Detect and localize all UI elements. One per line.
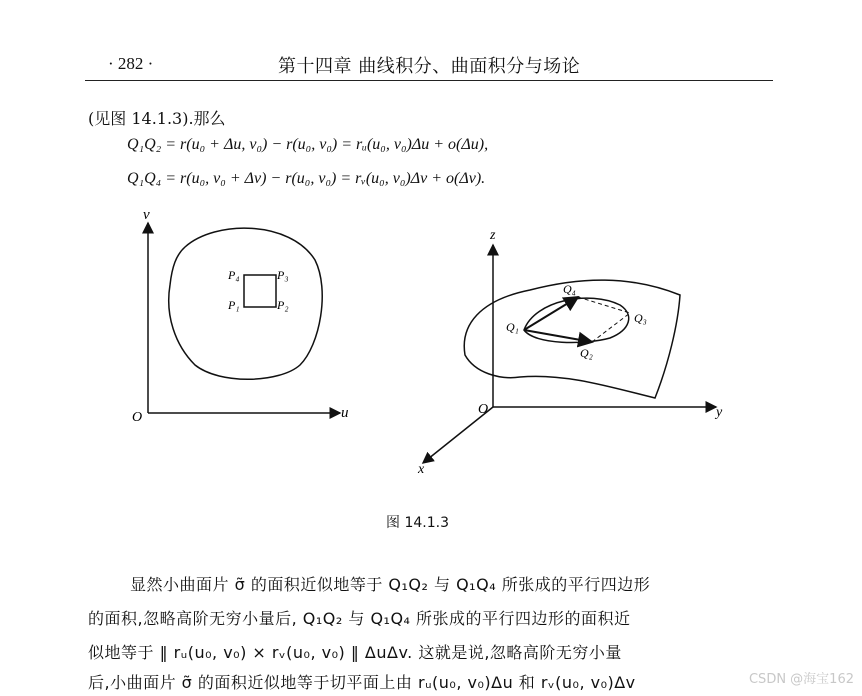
paragraph-line-3: 似地等于 ‖ rᵤ(u₀, v₀) × rᵥ(u₀, v₀) ‖ ΔuΔv. 这就是说,忽略高阶无穷小量 — [88, 643, 622, 662]
equation-q1q4: Q₁Q₄ = r(u₀, v₀ + Δv) − r(u₀, v₀) = rᵥ(u₀, v₀)Δv + o(Δv). — [127, 170, 486, 187]
right-diagram — [417, 228, 723, 477]
point-p2: P₂ — [277, 298, 289, 312]
right-origin-label: O — [478, 402, 489, 417]
paragraph-line-1: 显然小曲面片 σ̃ 的面积近似地等于 Q₁Q₂ 与 Q₁Q₄ 所张成的平行四边形 — [130, 575, 651, 594]
point-q4: Q₄ — [563, 282, 576, 296]
point-p1: P₁ — [228, 298, 240, 312]
left-diagram — [132, 207, 349, 425]
point-q3: Q₃ — [634, 311, 647, 325]
point-q1: Q₁ — [506, 320, 519, 334]
y-axis-label: y — [716, 405, 723, 420]
page-header — [0, 50, 862, 80]
point-q2: Q₂ — [580, 346, 593, 360]
paragraph-line-2: 的面积,忽略高阶无穷小量后, Q₁Q₂ 与 Q₁Q₄ 所张成的平行四边形的面积近 — [88, 609, 631, 628]
figure-caption: 图 14.1.3 — [386, 515, 449, 531]
z-axis-label: z — [490, 228, 496, 243]
x-axis-label: x — [418, 462, 425, 477]
chapter-title: 第十四章 曲线积分、曲面积分与场论 — [278, 56, 581, 77]
point-p3: P₃ — [277, 268, 289, 282]
paragraph-line-4: 后,小曲面片 σ̃ 的面积近似地等于切平面上由 rᵤ(u₀, v₀)Δu 和 rᵥ(u₀, v₀)Δv — [88, 673, 636, 692]
parameter-region — [169, 228, 322, 379]
parameter-rectangle — [244, 275, 276, 307]
v-axis-label: v — [143, 207, 150, 223]
header-rule — [85, 80, 773, 81]
point-p4: P₄ — [228, 268, 240, 282]
figure-14-1-3 — [0, 205, 862, 505]
u-axis-label: u — [341, 405, 349, 421]
left-origin-label: O — [132, 410, 143, 425]
page-number: · 282 · — [108, 54, 154, 73]
watermark: CSDN @海宝162 — [748, 672, 854, 687]
vector-q1q4 — [524, 297, 578, 330]
equation-q1q2: Q₁Q₂ = r(u₀ + Δu, v₀) − r(u₀, v₀) = rᵤ(u₀, v₀)Δu + o(Δu), — [127, 136, 489, 153]
vector-q1q2 — [524, 330, 592, 342]
intro-text: (见图 14.1.3).那么 — [88, 109, 226, 128]
